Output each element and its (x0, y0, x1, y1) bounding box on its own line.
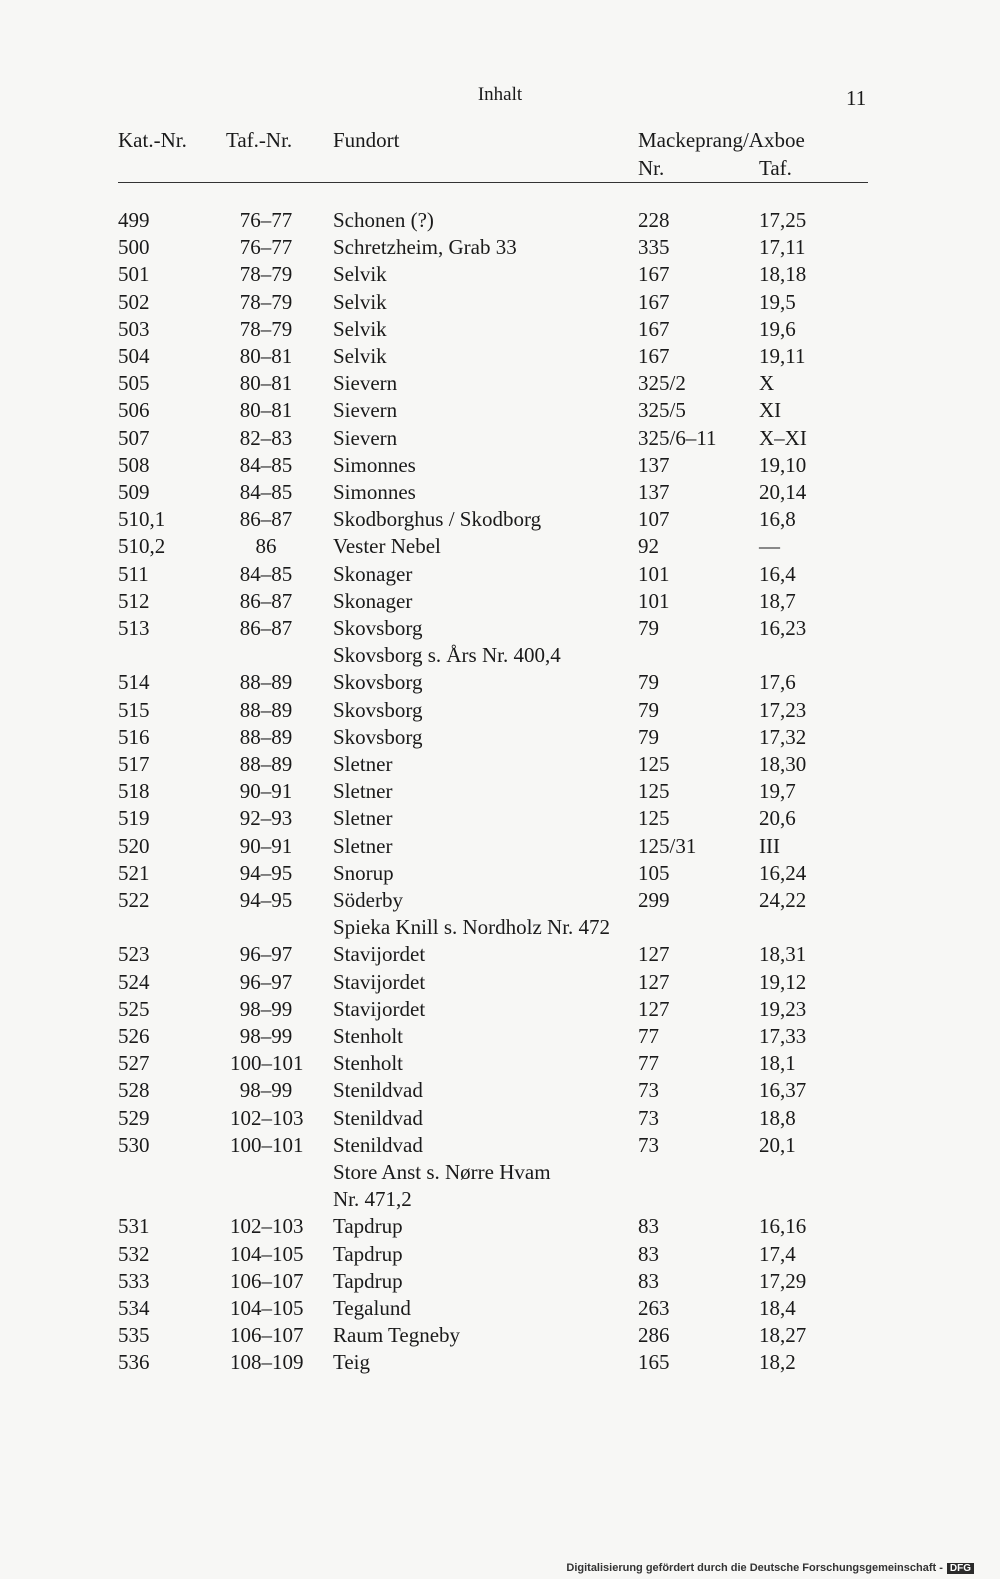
cell-nr: 263 (638, 1296, 670, 1320)
cell-kat: 507 (118, 425, 150, 450)
cell-fundort: Sletner (333, 752, 393, 776)
cell-kat: 503 (118, 316, 150, 341)
cell-fundort: Sievern (333, 398, 398, 423)
cell-taf: 78–79 (239, 316, 293, 341)
cell-taf2: 19,10 (759, 452, 807, 477)
cell-nr: 167 (638, 262, 670, 287)
cell-taf2: 16,8 (759, 507, 796, 532)
cell-fundort: Sletner (333, 833, 393, 858)
column-header-taf: Taf.-Nr. (226, 128, 293, 152)
table-row (0, 861, 1000, 888)
cell-fundort: Stavijordet (333, 969, 426, 994)
cell-kat: 530 (118, 1132, 150, 1157)
cell-nr: 77 (638, 1024, 659, 1048)
cell-fundort: Vester Nebel (333, 534, 441, 559)
column-header-taf2: Taf. (759, 156, 792, 180)
cell-kat: 502 (118, 289, 150, 314)
cell-fundort: Tapdrup (333, 1214, 403, 1239)
cell-taf: 100–101 (230, 1132, 304, 1157)
cell-taf2: 16,23 (759, 616, 807, 640)
cell-fundort: Skovsborg (333, 616, 423, 640)
cell-fundort: Simonnes (333, 480, 416, 504)
cell-nr: 73 (638, 1105, 659, 1130)
cell-nr: 325/5 (638, 398, 686, 423)
cell-nr: 286 (638, 1323, 670, 1348)
cell-kat: 521 (118, 860, 150, 885)
cell-nr: 127 (638, 942, 670, 967)
cell-fundort: Snorup (333, 860, 394, 885)
table-row (0, 1078, 1000, 1105)
cell-fundort: Stenildvad (333, 1078, 423, 1103)
cell-nr: 127 (638, 969, 670, 994)
cell-taf: 78–79 (239, 289, 293, 314)
cell-taf: 92–93 (239, 806, 293, 831)
cell-nr: 107 (638, 507, 670, 532)
cell-nr: 77 (638, 1051, 659, 1076)
table-row (0, 915, 1000, 942)
cell-nr: 137 (638, 480, 670, 504)
cell-fundort: Stavijordet (333, 942, 426, 967)
cell-taf: 88–89 (239, 724, 293, 749)
table-row (0, 1024, 1000, 1051)
cell-kat: 532 (118, 1241, 150, 1266)
cell-fundort: Spieka Knill s. Nordholz Nr. 472 (333, 915, 611, 940)
cell-taf2: 20,14 (759, 480, 807, 504)
cell-taf: 100–101 (230, 1051, 304, 1076)
cell-taf: 80–81 (239, 398, 293, 423)
table-row (0, 616, 1000, 643)
cell-kat: 500 (118, 235, 150, 260)
cell-nr: 83 (638, 1214, 659, 1239)
cell-fundort: Schonen (?) (333, 208, 434, 232)
cell-taf2: III (759, 833, 780, 858)
table-row (0, 562, 1000, 589)
cell-kat: 519 (118, 806, 150, 831)
table-row (0, 1269, 1000, 1296)
cell-nr: 92 (638, 534, 659, 559)
table-row (0, 1242, 1000, 1269)
table-row (0, 1187, 1000, 1214)
cell-fundort: Stavijordet (333, 996, 426, 1021)
table-row (0, 1133, 1000, 1160)
table-row (0, 426, 1000, 453)
cell-kat: 501 (118, 262, 150, 287)
cell-taf: 80–81 (239, 371, 293, 396)
cell-taf2: 19,11 (759, 344, 806, 368)
cell-nr: 105 (638, 860, 670, 885)
table-row (0, 725, 1000, 752)
cell-taf2: 20,6 (759, 806, 796, 831)
table-row (0, 1350, 1000, 1377)
table-row (0, 834, 1000, 861)
cell-kat: 505 (118, 371, 150, 396)
cell-taf2: 18,31 (759, 942, 807, 967)
cell-taf2: 17,11 (759, 235, 806, 260)
cell-fundort: Skodborghus / Skodborg (333, 507, 542, 532)
cell-fundort: Skonager (333, 561, 413, 586)
table-row (0, 534, 1000, 561)
cell-nr: 325/2 (638, 371, 686, 396)
cell-taf2: 18,8 (759, 1105, 796, 1130)
cell-fundort: Skovsborg s. Års Nr. 400,4 (333, 643, 561, 668)
cell-taf: 86–87 (239, 588, 293, 613)
cell-taf: 84–85 (239, 561, 293, 586)
cell-taf: 88–89 (239, 697, 293, 722)
table-row (0, 997, 1000, 1024)
table-row (0, 1051, 1000, 1078)
table-row (0, 942, 1000, 969)
cell-kat: 513 (118, 616, 150, 640)
cell-fundort: Raum Tegneby (333, 1323, 461, 1348)
cell-kat: 514 (118, 670, 150, 695)
cell-nr: 73 (638, 1078, 659, 1103)
table-row (0, 589, 1000, 616)
cell-taf: 76–77 (239, 208, 293, 232)
cell-fundort: Selvik (333, 262, 387, 287)
cell-kat: 517 (118, 752, 150, 776)
dfg-logo: DFG (947, 1563, 974, 1574)
cell-taf2: 18,4 (759, 1296, 796, 1320)
cell-taf: 86–87 (239, 616, 293, 640)
cell-nr: 125 (638, 752, 670, 776)
cell-taf2: 18,18 (759, 262, 807, 287)
cell-taf2: X–XI (759, 425, 807, 450)
cell-kat: 522 (118, 888, 150, 912)
cell-kat: 531 (118, 1214, 150, 1239)
cell-fundort: Teig (333, 1350, 371, 1375)
cell-taf: 78–79 (239, 262, 293, 287)
cell-taf2: 19,6 (759, 316, 796, 341)
cell-fundort: Stenildvad (333, 1132, 423, 1157)
cell-kat: 511 (118, 561, 149, 586)
cell-nr: 137 (638, 452, 670, 477)
cell-taf: 90–91 (239, 779, 293, 804)
cell-taf: 88–89 (239, 670, 293, 695)
cell-fundort: Tegalund (333, 1296, 411, 1320)
cell-taf: 104–105 (230, 1296, 304, 1320)
cell-nr: 325/6–11 (638, 425, 717, 450)
column-header-fundort: Fundort (333, 128, 400, 152)
page-number: 11 (846, 86, 867, 110)
cell-taf2: 17,33 (759, 1024, 807, 1048)
cell-nr: 125 (638, 779, 670, 804)
cell-nr: 167 (638, 316, 670, 341)
cell-taf2: 17,25 (759, 208, 807, 232)
cell-taf2: 16,16 (759, 1214, 807, 1239)
cell-nr: 167 (638, 344, 670, 368)
cell-kat: 528 (118, 1078, 150, 1103)
cell-fundort: Sievern (333, 371, 398, 396)
column-header-group: Mackeprang/Axboe (638, 128, 805, 152)
cell-nr: 79 (638, 724, 659, 749)
table-row (0, 643, 1000, 670)
cell-kat: 509 (118, 480, 150, 504)
cell-fundort: Skovsborg (333, 697, 423, 722)
cell-kat: 527 (118, 1051, 150, 1076)
cell-taf2: 18,27 (759, 1323, 807, 1348)
cell-kat: 504 (118, 344, 150, 368)
table-row (0, 779, 1000, 806)
cell-fundort: Skovsborg (333, 724, 423, 749)
table-row (0, 480, 1000, 507)
cell-taf2: XI (759, 398, 782, 423)
column-header-kat: Kat.-Nr. (118, 128, 187, 152)
cell-taf: 94–95 (239, 888, 293, 912)
cell-taf: 106–107 (230, 1268, 304, 1293)
cell-fundort: Tapdrup (333, 1268, 403, 1293)
cell-taf: 86–87 (239, 507, 293, 532)
table-row (0, 453, 1000, 480)
cell-taf: 98–99 (239, 1078, 293, 1103)
cell-taf: 102–103 (230, 1105, 304, 1130)
cell-kat: 534 (118, 1296, 150, 1320)
cell-taf2: 17,23 (759, 697, 807, 722)
cell-kat: 499 (118, 208, 150, 232)
cell-taf: 84–85 (239, 480, 293, 504)
cell-nr: 299 (638, 888, 670, 912)
cell-taf: 108–109 (230, 1350, 304, 1375)
cell-fundort: Skonager (333, 588, 413, 613)
table-row (0, 1214, 1000, 1241)
cell-kat: 526 (118, 1024, 150, 1048)
cell-taf2: 18,2 (759, 1350, 796, 1375)
cell-taf: 102–103 (230, 1214, 304, 1239)
cell-fundort: Skovsborg (333, 670, 423, 695)
cell-taf: 104–105 (230, 1241, 304, 1266)
cell-taf2: 24,22 (759, 888, 807, 912)
table-row (0, 290, 1000, 317)
cell-fundort: Söderby (333, 888, 403, 912)
cell-kat: 510,2 (118, 534, 166, 559)
cell-nr: 165 (638, 1350, 670, 1375)
cell-taf2: 17,29 (759, 1268, 807, 1293)
cell-taf: 98–99 (239, 1024, 293, 1048)
cell-fundort: Stenholt (333, 1024, 404, 1048)
column-header-nr: Nr. (638, 156, 665, 180)
table-row (0, 752, 1000, 779)
cell-nr: 79 (638, 697, 659, 722)
cell-taf: 80–81 (239, 344, 293, 368)
cell-fundort: Sievern (333, 425, 398, 450)
cell-fundort: Selvik (333, 344, 387, 368)
cell-taf: 88–89 (239, 752, 293, 776)
cell-taf: 98–99 (239, 996, 293, 1021)
cell-kat: 524 (118, 969, 150, 994)
cell-nr: 79 (638, 670, 659, 695)
cell-taf: 86 (255, 534, 277, 559)
cell-kat: 515 (118, 697, 150, 722)
cell-nr: 167 (638, 289, 670, 314)
table-row (0, 344, 1000, 371)
cell-taf2: 19,23 (759, 996, 807, 1021)
header-rule (118, 182, 868, 183)
table-row (0, 888, 1000, 915)
cell-nr: 125/31 (638, 833, 697, 858)
cell-taf2: 17,6 (759, 670, 796, 695)
cell-nr: 101 (638, 588, 670, 613)
cell-nr: 125 (638, 806, 670, 831)
table-row (0, 1296, 1000, 1323)
cell-taf2: 16,37 (759, 1078, 807, 1103)
cell-taf2: 16,4 (759, 561, 796, 586)
cell-taf2: 18,7 (759, 588, 796, 613)
cell-taf2: 16,24 (759, 860, 807, 885)
cell-kat: 523 (118, 942, 150, 967)
cell-nr: 101 (638, 561, 670, 586)
table-row (0, 235, 1000, 262)
cell-kat: 535 (118, 1323, 150, 1348)
cell-taf: 84–85 (239, 452, 293, 477)
cell-fundort: Sletner (333, 779, 393, 804)
cell-nr: 83 (638, 1268, 659, 1293)
cell-taf2: 18,1 (759, 1051, 796, 1076)
cell-kat: 520 (118, 833, 150, 858)
cell-kat: 529 (118, 1105, 150, 1130)
table-row (0, 317, 1000, 344)
cell-taf2: X (759, 371, 775, 396)
cell-taf: 96–97 (239, 942, 293, 967)
cell-kat: 506 (118, 398, 150, 423)
cell-taf: 106–107 (230, 1323, 304, 1348)
cell-kat: 516 (118, 724, 150, 749)
cell-kat: 510,1 (118, 507, 166, 532)
cell-taf: 76–77 (239, 235, 293, 260)
table-row (0, 507, 1000, 534)
cell-nr: 73 (638, 1132, 659, 1157)
cell-fundort: Simonnes (333, 452, 416, 477)
cell-kat: 508 (118, 452, 150, 477)
cell-fundort: Sletner (333, 806, 393, 831)
cell-nr: 79 (638, 616, 659, 640)
cell-fundort: Selvik (333, 316, 387, 341)
table-row (0, 806, 1000, 833)
running-title: Inhalt (477, 84, 523, 105)
cell-taf: 82–83 (239, 425, 293, 450)
cell-taf: 94–95 (239, 860, 293, 885)
footer (566, 1562, 974, 1574)
cell-kat: 512 (118, 588, 150, 613)
table-row (0, 1323, 1000, 1350)
cell-fundort: Stenildvad (333, 1105, 423, 1130)
cell-kat: 525 (118, 996, 150, 1021)
cell-taf2: 17,4 (759, 1241, 796, 1266)
cell-taf2: 17,32 (759, 724, 807, 749)
cell-kat: 536 (118, 1350, 150, 1375)
table-row (0, 371, 1000, 398)
table-row (0, 670, 1000, 697)
cell-taf: 90–91 (239, 833, 293, 858)
cell-kat: 518 (118, 779, 150, 804)
cell-taf2: 19,5 (759, 289, 796, 314)
footer-text: Digitalisierung gefördert durch die Deutsche Forschungsgemeinschaft - (566, 1562, 943, 1574)
cell-kat: 533 (118, 1268, 150, 1293)
cell-taf2: 19,7 (759, 779, 796, 804)
table-row (0, 1160, 1000, 1187)
table-row (0, 208, 1000, 235)
cell-fundort: Nr. 471,2 (333, 1187, 412, 1212)
table-row (0, 262, 1000, 289)
cell-taf2: 18,30 (759, 752, 807, 776)
cell-taf2: 19,12 (759, 969, 807, 994)
cell-taf2: — (759, 534, 780, 559)
cell-nr: 83 (638, 1241, 659, 1266)
cell-nr: 127 (638, 996, 670, 1021)
cell-fundort: Selvik (333, 289, 387, 314)
table-row (0, 970, 1000, 997)
cell-fundort: Store Anst s. Nørre Hvam (333, 1160, 551, 1184)
cell-taf: 96–97 (239, 969, 293, 994)
cell-fundort: Stenholt (333, 1051, 404, 1076)
table-row (0, 1106, 1000, 1133)
cell-nr: 228 (638, 208, 670, 232)
cell-fundort: Schretzheim, Grab 33 (333, 235, 517, 260)
cell-nr: 335 (638, 235, 670, 260)
cell-taf2: 20,1 (759, 1132, 796, 1157)
table-row (0, 398, 1000, 425)
table-row (0, 698, 1000, 725)
cell-fundort: Tapdrup (333, 1241, 403, 1266)
